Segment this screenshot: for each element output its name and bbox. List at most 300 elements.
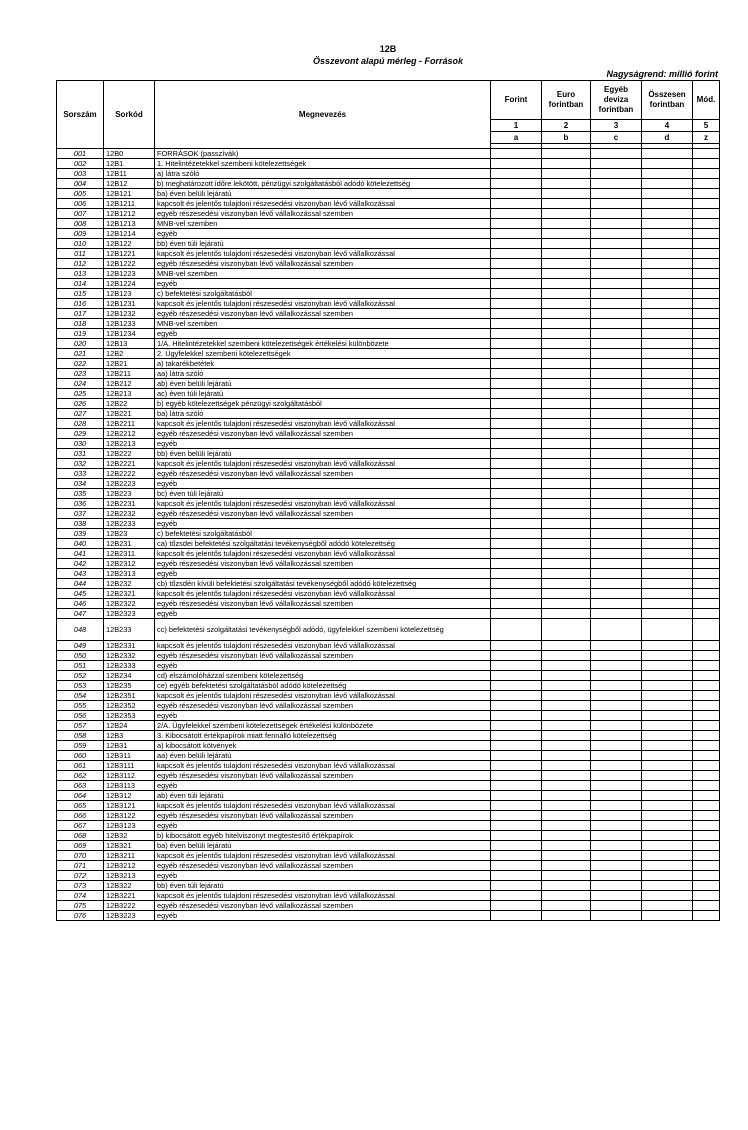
value-euro-cell[interactable] xyxy=(542,209,591,219)
value-euro-cell[interactable] xyxy=(542,711,591,721)
value-egyeb-deviza-cell[interactable] xyxy=(591,449,642,459)
value-mod-cell[interactable] xyxy=(693,651,720,661)
value-osszesen-cell[interactable] xyxy=(642,409,693,419)
value-osszesen-cell[interactable] xyxy=(642,149,693,159)
value-egyeb-deviza-cell[interactable] xyxy=(591,279,642,289)
value-forint-cell[interactable] xyxy=(491,389,542,399)
value-osszesen-cell[interactable] xyxy=(642,339,693,349)
value-egyeb-deviza-cell[interactable] xyxy=(591,289,642,299)
value-mod-cell[interactable] xyxy=(693,429,720,439)
value-mod-cell[interactable] xyxy=(693,359,720,369)
value-osszesen-cell[interactable] xyxy=(642,841,693,851)
value-forint-cell[interactable] xyxy=(491,821,542,831)
value-euro-cell[interactable] xyxy=(542,579,591,589)
value-euro-cell[interactable] xyxy=(542,901,591,911)
value-egyeb-deviza-cell[interactable] xyxy=(591,711,642,721)
value-egyeb-deviza-cell[interactable] xyxy=(591,671,642,681)
value-osszesen-cell[interactable] xyxy=(642,309,693,319)
value-forint-cell[interactable] xyxy=(491,599,542,609)
value-mod-cell[interactable] xyxy=(693,741,720,751)
value-osszesen-cell[interactable] xyxy=(642,731,693,741)
value-osszesen-cell[interactable] xyxy=(642,549,693,559)
value-mod-cell[interactable] xyxy=(693,159,720,169)
value-osszesen-cell[interactable] xyxy=(642,721,693,731)
value-euro-cell[interactable] xyxy=(542,349,591,359)
value-forint-cell[interactable] xyxy=(491,731,542,741)
value-mod-cell[interactable] xyxy=(693,309,720,319)
value-mod-cell[interactable] xyxy=(693,459,720,469)
value-forint-cell[interactable] xyxy=(491,379,542,389)
value-mod-cell[interactable] xyxy=(693,811,720,821)
value-forint-cell[interactable] xyxy=(491,239,542,249)
value-mod-cell[interactable] xyxy=(693,379,720,389)
value-egyeb-deviza-cell[interactable] xyxy=(591,539,642,549)
value-egyeb-deviza-cell[interactable] xyxy=(591,761,642,771)
value-osszesen-cell[interactable] xyxy=(642,651,693,661)
value-euro-cell[interactable] xyxy=(542,519,591,529)
value-forint-cell[interactable] xyxy=(491,349,542,359)
value-mod-cell[interactable] xyxy=(693,259,720,269)
value-mod-cell[interactable] xyxy=(693,349,720,359)
value-euro-cell[interactable] xyxy=(542,871,591,881)
value-osszesen-cell[interactable] xyxy=(642,871,693,881)
value-osszesen-cell[interactable] xyxy=(642,771,693,781)
value-euro-cell[interactable] xyxy=(542,299,591,309)
value-osszesen-cell[interactable] xyxy=(642,259,693,269)
value-forint-cell[interactable] xyxy=(491,569,542,579)
value-osszesen-cell[interactable] xyxy=(642,901,693,911)
value-euro-cell[interactable] xyxy=(542,721,591,731)
value-mod-cell[interactable] xyxy=(693,329,720,339)
value-osszesen-cell[interactable] xyxy=(642,269,693,279)
value-osszesen-cell[interactable] xyxy=(642,499,693,509)
value-egyeb-deviza-cell[interactable] xyxy=(591,499,642,509)
value-egyeb-deviza-cell[interactable] xyxy=(591,861,642,871)
value-forint-cell[interactable] xyxy=(491,469,542,479)
value-forint-cell[interactable] xyxy=(491,439,542,449)
value-osszesen-cell[interactable] xyxy=(642,189,693,199)
value-egyeb-deviza-cell[interactable] xyxy=(591,881,642,891)
value-osszesen-cell[interactable] xyxy=(642,479,693,489)
value-osszesen-cell[interactable] xyxy=(642,179,693,189)
value-forint-cell[interactable] xyxy=(491,259,542,269)
value-osszesen-cell[interactable] xyxy=(642,851,693,861)
value-egyeb-deviza-cell[interactable] xyxy=(591,149,642,159)
value-forint-cell[interactable] xyxy=(491,329,542,339)
value-mod-cell[interactable] xyxy=(693,449,720,459)
value-egyeb-deviza-cell[interactable] xyxy=(591,569,642,579)
value-mod-cell[interactable] xyxy=(693,641,720,651)
value-egyeb-deviza-cell[interactable] xyxy=(591,751,642,761)
value-egyeb-deviza-cell[interactable] xyxy=(591,701,642,711)
value-osszesen-cell[interactable] xyxy=(642,209,693,219)
value-egyeb-deviza-cell[interactable] xyxy=(591,519,642,529)
value-osszesen-cell[interactable] xyxy=(642,389,693,399)
value-forint-cell[interactable] xyxy=(491,651,542,661)
value-euro-cell[interactable] xyxy=(542,861,591,871)
value-euro-cell[interactable] xyxy=(542,459,591,469)
value-osszesen-cell[interactable] xyxy=(642,681,693,691)
value-mod-cell[interactable] xyxy=(693,911,720,921)
value-egyeb-deviza-cell[interactable] xyxy=(591,299,642,309)
value-osszesen-cell[interactable] xyxy=(642,289,693,299)
value-egyeb-deviza-cell[interactable] xyxy=(591,681,642,691)
value-egyeb-deviza-cell[interactable] xyxy=(591,209,642,219)
value-egyeb-deviza-cell[interactable] xyxy=(591,229,642,239)
value-forint-cell[interactable] xyxy=(491,701,542,711)
value-mod-cell[interactable] xyxy=(693,399,720,409)
value-forint-cell[interactable] xyxy=(491,751,542,761)
value-euro-cell[interactable] xyxy=(542,249,591,259)
value-egyeb-deviza-cell[interactable] xyxy=(591,239,642,249)
value-osszesen-cell[interactable] xyxy=(642,751,693,761)
value-forint-cell[interactable] xyxy=(491,911,542,921)
value-euro-cell[interactable] xyxy=(542,509,591,519)
value-euro-cell[interactable] xyxy=(542,741,591,751)
value-euro-cell[interactable] xyxy=(542,549,591,559)
value-egyeb-deviza-cell[interactable] xyxy=(591,309,642,319)
value-mod-cell[interactable] xyxy=(693,239,720,249)
value-forint-cell[interactable] xyxy=(491,539,542,549)
value-euro-cell[interactable] xyxy=(542,429,591,439)
value-osszesen-cell[interactable] xyxy=(642,811,693,821)
value-osszesen-cell[interactable] xyxy=(642,249,693,259)
value-egyeb-deviza-cell[interactable] xyxy=(591,891,642,901)
value-mod-cell[interactable] xyxy=(693,179,720,189)
value-mod-cell[interactable] xyxy=(693,599,720,609)
value-egyeb-deviza-cell[interactable] xyxy=(591,409,642,419)
value-forint-cell[interactable] xyxy=(491,661,542,671)
value-euro-cell[interactable] xyxy=(542,751,591,761)
value-egyeb-deviza-cell[interactable] xyxy=(591,731,642,741)
value-euro-cell[interactable] xyxy=(542,569,591,579)
value-euro-cell[interactable] xyxy=(542,199,591,209)
value-forint-cell[interactable] xyxy=(491,519,542,529)
value-mod-cell[interactable] xyxy=(693,519,720,529)
value-osszesen-cell[interactable] xyxy=(642,329,693,339)
value-osszesen-cell[interactable] xyxy=(642,519,693,529)
value-mod-cell[interactable] xyxy=(693,901,720,911)
value-euro-cell[interactable] xyxy=(542,339,591,349)
value-egyeb-deviza-cell[interactable] xyxy=(591,249,642,259)
value-forint-cell[interactable] xyxy=(491,559,542,569)
value-mod-cell[interactable] xyxy=(693,499,720,509)
value-osszesen-cell[interactable] xyxy=(642,319,693,329)
value-mod-cell[interactable] xyxy=(693,409,720,419)
value-mod-cell[interactable] xyxy=(693,269,720,279)
value-forint-cell[interactable] xyxy=(491,871,542,881)
value-mod-cell[interactable] xyxy=(693,169,720,179)
value-mod-cell[interactable] xyxy=(693,821,720,831)
value-egyeb-deviza-cell[interactable] xyxy=(591,811,642,821)
value-euro-cell[interactable] xyxy=(542,259,591,269)
value-egyeb-deviza-cell[interactable] xyxy=(591,429,642,439)
value-forint-cell[interactable] xyxy=(491,841,542,851)
value-forint-cell[interactable] xyxy=(491,489,542,499)
value-egyeb-deviza-cell[interactable] xyxy=(591,349,642,359)
value-euro-cell[interactable] xyxy=(542,671,591,681)
value-forint-cell[interactable] xyxy=(491,249,542,259)
value-egyeb-deviza-cell[interactable] xyxy=(591,219,642,229)
value-mod-cell[interactable] xyxy=(693,721,720,731)
value-euro-cell[interactable] xyxy=(542,149,591,159)
value-egyeb-deviza-cell[interactable] xyxy=(591,199,642,209)
value-euro-cell[interactable] xyxy=(542,681,591,691)
value-forint-cell[interactable] xyxy=(491,459,542,469)
value-forint-cell[interactable] xyxy=(491,319,542,329)
value-euro-cell[interactable] xyxy=(542,489,591,499)
value-forint-cell[interactable] xyxy=(491,299,542,309)
value-osszesen-cell[interactable] xyxy=(642,219,693,229)
value-forint-cell[interactable] xyxy=(491,791,542,801)
value-osszesen-cell[interactable] xyxy=(642,671,693,681)
value-euro-cell[interactable] xyxy=(542,761,591,771)
value-euro-cell[interactable] xyxy=(542,691,591,701)
value-euro-cell[interactable] xyxy=(542,529,591,539)
value-osszesen-cell[interactable] xyxy=(642,761,693,771)
value-mod-cell[interactable] xyxy=(693,479,720,489)
value-mod-cell[interactable] xyxy=(693,871,720,881)
value-euro-cell[interactable] xyxy=(542,539,591,549)
value-forint-cell[interactable] xyxy=(491,641,542,651)
value-egyeb-deviza-cell[interactable] xyxy=(591,661,642,671)
value-forint-cell[interactable] xyxy=(491,499,542,509)
value-egyeb-deviza-cell[interactable] xyxy=(591,741,642,751)
value-mod-cell[interactable] xyxy=(693,469,720,479)
value-euro-cell[interactable] xyxy=(542,811,591,821)
value-forint-cell[interactable] xyxy=(491,309,542,319)
value-forint-cell[interactable] xyxy=(491,429,542,439)
value-euro-cell[interactable] xyxy=(542,419,591,429)
value-forint-cell[interactable] xyxy=(491,339,542,349)
value-euro-cell[interactable] xyxy=(542,881,591,891)
value-mod-cell[interactable] xyxy=(693,289,720,299)
value-forint-cell[interactable] xyxy=(491,771,542,781)
value-mod-cell[interactable] xyxy=(693,559,720,569)
value-euro-cell[interactable] xyxy=(542,599,591,609)
value-egyeb-deviza-cell[interactable] xyxy=(591,399,642,409)
value-forint-cell[interactable] xyxy=(491,861,542,871)
value-osszesen-cell[interactable] xyxy=(642,349,693,359)
value-forint-cell[interactable] xyxy=(491,529,542,539)
value-egyeb-deviza-cell[interactable] xyxy=(591,791,642,801)
value-egyeb-deviza-cell[interactable] xyxy=(591,559,642,569)
value-egyeb-deviza-cell[interactable] xyxy=(591,509,642,519)
value-egyeb-deviza-cell[interactable] xyxy=(591,319,642,329)
value-euro-cell[interactable] xyxy=(542,159,591,169)
value-forint-cell[interactable] xyxy=(491,149,542,159)
value-forint-cell[interactable] xyxy=(491,159,542,169)
value-euro-cell[interactable] xyxy=(542,831,591,841)
value-euro-cell[interactable] xyxy=(542,821,591,831)
value-osszesen-cell[interactable] xyxy=(642,299,693,309)
value-mod-cell[interactable] xyxy=(693,189,720,199)
value-euro-cell[interactable] xyxy=(542,731,591,741)
value-mod-cell[interactable] xyxy=(693,549,720,559)
value-forint-cell[interactable] xyxy=(491,229,542,239)
value-forint-cell[interactable] xyxy=(491,589,542,599)
value-forint-cell[interactable] xyxy=(491,881,542,891)
value-egyeb-deviza-cell[interactable] xyxy=(591,911,642,921)
value-egyeb-deviza-cell[interactable] xyxy=(591,259,642,269)
value-mod-cell[interactable] xyxy=(693,771,720,781)
value-egyeb-deviza-cell[interactable] xyxy=(591,159,642,169)
value-mod-cell[interactable] xyxy=(693,831,720,841)
value-egyeb-deviza-cell[interactable] xyxy=(591,179,642,189)
value-egyeb-deviza-cell[interactable] xyxy=(591,529,642,539)
value-forint-cell[interactable] xyxy=(491,279,542,289)
value-osszesen-cell[interactable] xyxy=(642,891,693,901)
value-mod-cell[interactable] xyxy=(693,619,720,641)
value-euro-cell[interactable] xyxy=(542,479,591,489)
value-euro-cell[interactable] xyxy=(542,169,591,179)
value-forint-cell[interactable] xyxy=(491,609,542,619)
value-egyeb-deviza-cell[interactable] xyxy=(591,379,642,389)
value-egyeb-deviza-cell[interactable] xyxy=(591,851,642,861)
value-mod-cell[interactable] xyxy=(693,801,720,811)
value-forint-cell[interactable] xyxy=(491,741,542,751)
value-mod-cell[interactable] xyxy=(693,681,720,691)
value-forint-cell[interactable] xyxy=(491,289,542,299)
value-osszesen-cell[interactable] xyxy=(642,599,693,609)
value-forint-cell[interactable] xyxy=(491,209,542,219)
value-osszesen-cell[interactable] xyxy=(642,691,693,701)
value-forint-cell[interactable] xyxy=(491,781,542,791)
value-egyeb-deviza-cell[interactable] xyxy=(591,389,642,399)
value-euro-cell[interactable] xyxy=(542,189,591,199)
value-egyeb-deviza-cell[interactable] xyxy=(591,691,642,701)
value-euro-cell[interactable] xyxy=(542,329,591,339)
value-euro-cell[interactable] xyxy=(542,269,591,279)
value-egyeb-deviza-cell[interactable] xyxy=(591,189,642,199)
value-forint-cell[interactable] xyxy=(491,579,542,589)
value-euro-cell[interactable] xyxy=(542,359,591,369)
value-mod-cell[interactable] xyxy=(693,149,720,159)
value-forint-cell[interactable] xyxy=(491,851,542,861)
value-osszesen-cell[interactable] xyxy=(642,279,693,289)
value-euro-cell[interactable] xyxy=(542,279,591,289)
value-egyeb-deviza-cell[interactable] xyxy=(591,489,642,499)
value-egyeb-deviza-cell[interactable] xyxy=(591,479,642,489)
value-forint-cell[interactable] xyxy=(491,449,542,459)
value-osszesen-cell[interactable] xyxy=(642,701,693,711)
value-osszesen-cell[interactable] xyxy=(642,741,693,751)
value-egyeb-deviza-cell[interactable] xyxy=(591,329,642,339)
value-mod-cell[interactable] xyxy=(693,369,720,379)
value-osszesen-cell[interactable] xyxy=(642,439,693,449)
value-egyeb-deviza-cell[interactable] xyxy=(591,801,642,811)
value-mod-cell[interactable] xyxy=(693,579,720,589)
value-egyeb-deviza-cell[interactable] xyxy=(591,871,642,881)
value-forint-cell[interactable] xyxy=(491,179,542,189)
value-mod-cell[interactable] xyxy=(693,299,720,309)
value-egyeb-deviza-cell[interactable] xyxy=(591,589,642,599)
value-osszesen-cell[interactable] xyxy=(642,229,693,239)
value-forint-cell[interactable] xyxy=(491,269,542,279)
value-mod-cell[interactable] xyxy=(693,861,720,871)
value-forint-cell[interactable] xyxy=(491,831,542,841)
value-osszesen-cell[interactable] xyxy=(642,781,693,791)
value-egyeb-deviza-cell[interactable] xyxy=(591,901,642,911)
value-forint-cell[interactable] xyxy=(491,369,542,379)
value-forint-cell[interactable] xyxy=(491,509,542,519)
value-egyeb-deviza-cell[interactable] xyxy=(591,771,642,781)
value-osszesen-cell[interactable] xyxy=(642,609,693,619)
value-forint-cell[interactable] xyxy=(491,549,542,559)
value-euro-cell[interactable] xyxy=(542,179,591,189)
value-euro-cell[interactable] xyxy=(542,801,591,811)
value-egyeb-deviza-cell[interactable] xyxy=(591,549,642,559)
value-egyeb-deviza-cell[interactable] xyxy=(591,369,642,379)
value-euro-cell[interactable] xyxy=(542,399,591,409)
value-forint-cell[interactable] xyxy=(491,189,542,199)
value-egyeb-deviza-cell[interactable] xyxy=(591,619,642,641)
value-osszesen-cell[interactable] xyxy=(642,579,693,589)
value-euro-cell[interactable] xyxy=(542,409,591,419)
value-mod-cell[interactable] xyxy=(693,229,720,239)
value-osszesen-cell[interactable] xyxy=(642,791,693,801)
value-egyeb-deviza-cell[interactable] xyxy=(591,579,642,589)
value-egyeb-deviza-cell[interactable] xyxy=(591,609,642,619)
value-forint-cell[interactable] xyxy=(491,399,542,409)
value-mod-cell[interactable] xyxy=(693,661,720,671)
value-egyeb-deviza-cell[interactable] xyxy=(591,641,642,651)
value-mod-cell[interactable] xyxy=(693,781,720,791)
value-euro-cell[interactable] xyxy=(542,589,591,599)
value-egyeb-deviza-cell[interactable] xyxy=(591,469,642,479)
value-euro-cell[interactable] xyxy=(542,661,591,671)
value-osszesen-cell[interactable] xyxy=(642,239,693,249)
value-osszesen-cell[interactable] xyxy=(642,369,693,379)
value-mod-cell[interactable] xyxy=(693,419,720,429)
value-euro-cell[interactable] xyxy=(542,389,591,399)
value-mod-cell[interactable] xyxy=(693,439,720,449)
value-mod-cell[interactable] xyxy=(693,389,720,399)
value-osszesen-cell[interactable] xyxy=(642,661,693,671)
value-forint-cell[interactable] xyxy=(491,409,542,419)
value-mod-cell[interactable] xyxy=(693,219,720,229)
value-osszesen-cell[interactable] xyxy=(642,419,693,429)
value-egyeb-deviza-cell[interactable] xyxy=(591,269,642,279)
value-egyeb-deviza-cell[interactable] xyxy=(591,359,642,369)
value-egyeb-deviza-cell[interactable] xyxy=(591,831,642,841)
value-mod-cell[interactable] xyxy=(693,339,720,349)
value-egyeb-deviza-cell[interactable] xyxy=(591,459,642,469)
value-euro-cell[interactable] xyxy=(542,559,591,569)
value-mod-cell[interactable] xyxy=(693,529,720,539)
value-mod-cell[interactable] xyxy=(693,539,720,549)
value-euro-cell[interactable] xyxy=(542,499,591,509)
value-osszesen-cell[interactable] xyxy=(642,399,693,409)
value-osszesen-cell[interactable] xyxy=(642,429,693,439)
value-osszesen-cell[interactable] xyxy=(642,589,693,599)
value-euro-cell[interactable] xyxy=(542,439,591,449)
value-forint-cell[interactable] xyxy=(491,761,542,771)
value-euro-cell[interactable] xyxy=(542,289,591,299)
value-egyeb-deviza-cell[interactable] xyxy=(591,599,642,609)
value-osszesen-cell[interactable] xyxy=(642,539,693,549)
value-mod-cell[interactable] xyxy=(693,589,720,599)
value-euro-cell[interactable] xyxy=(542,651,591,661)
value-mod-cell[interactable] xyxy=(693,841,720,851)
value-forint-cell[interactable] xyxy=(491,419,542,429)
value-euro-cell[interactable] xyxy=(542,309,591,319)
value-egyeb-deviza-cell[interactable] xyxy=(591,439,642,449)
value-osszesen-cell[interactable] xyxy=(642,559,693,569)
value-mod-cell[interactable] xyxy=(693,691,720,701)
value-euro-cell[interactable] xyxy=(542,229,591,239)
value-euro-cell[interactable] xyxy=(542,771,591,781)
